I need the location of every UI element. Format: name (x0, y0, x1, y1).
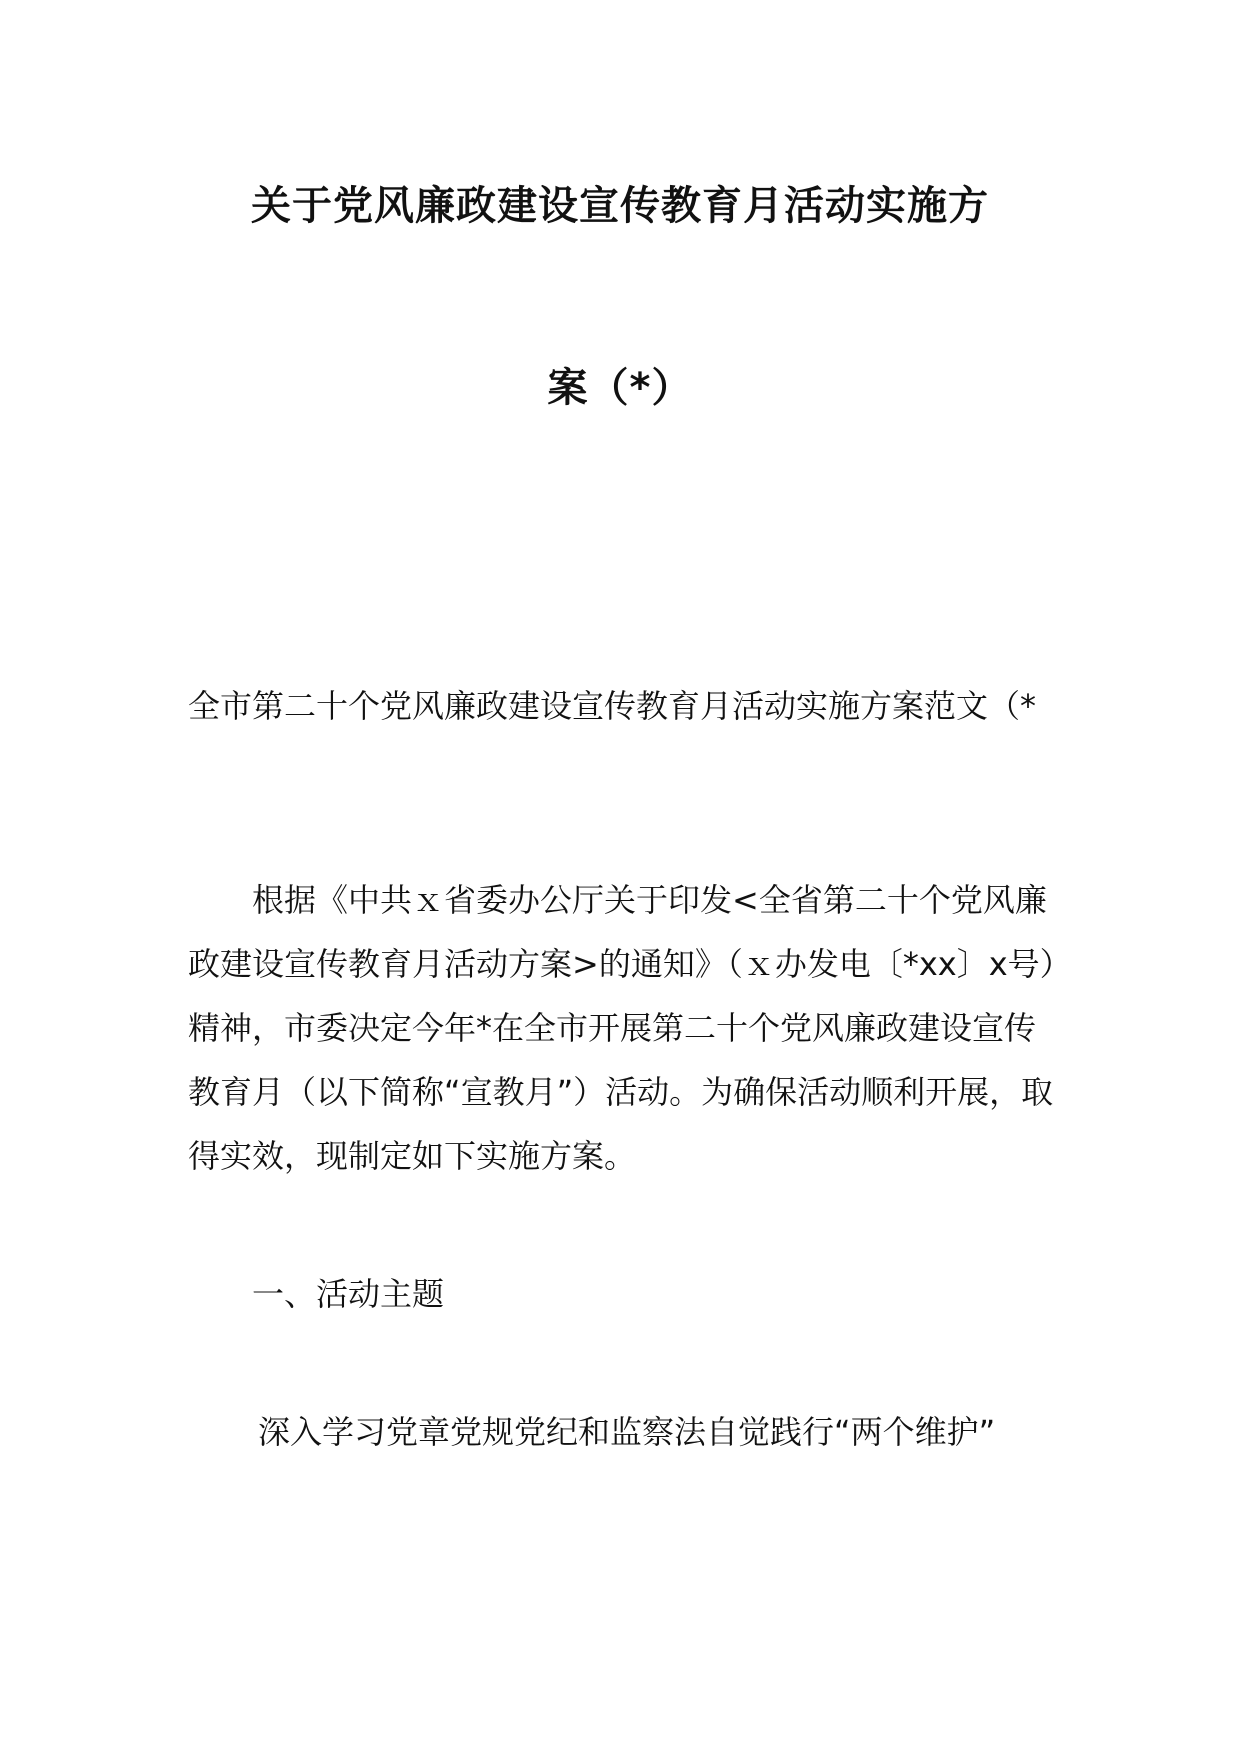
paragraph-activity-theme: 深入学习党章党规党纪和监察法自觉践行“两个维护” (258, 1413, 996, 1451)
paragraph-basis: 根据《中共ｘ省委办公厅关于印发<全省第二十个党风廉政建设宣传教育月活动方案>的通知》（ｘ办发电〔*xx〕x号）精神，市委决定今年*在全市开展第二十个党风廉政建设宣传教育月（以下简称“宣教月”）活动。为确保活动顺利开展，取得实效，现制定如下实施方案。 (188, 881, 1056, 1175)
document-subtitle: 全市第二十个党风廉政建设宣传教育月活动实施方案范文（* (188, 687, 1037, 725)
section-heading-activity-theme: 一、活动主题 (252, 1275, 445, 1313)
document-title-line-1: 关于党风廉政建设宣传教育月活动实施方 (251, 183, 989, 229)
document-title-line-2: 案（*） (547, 365, 693, 411)
